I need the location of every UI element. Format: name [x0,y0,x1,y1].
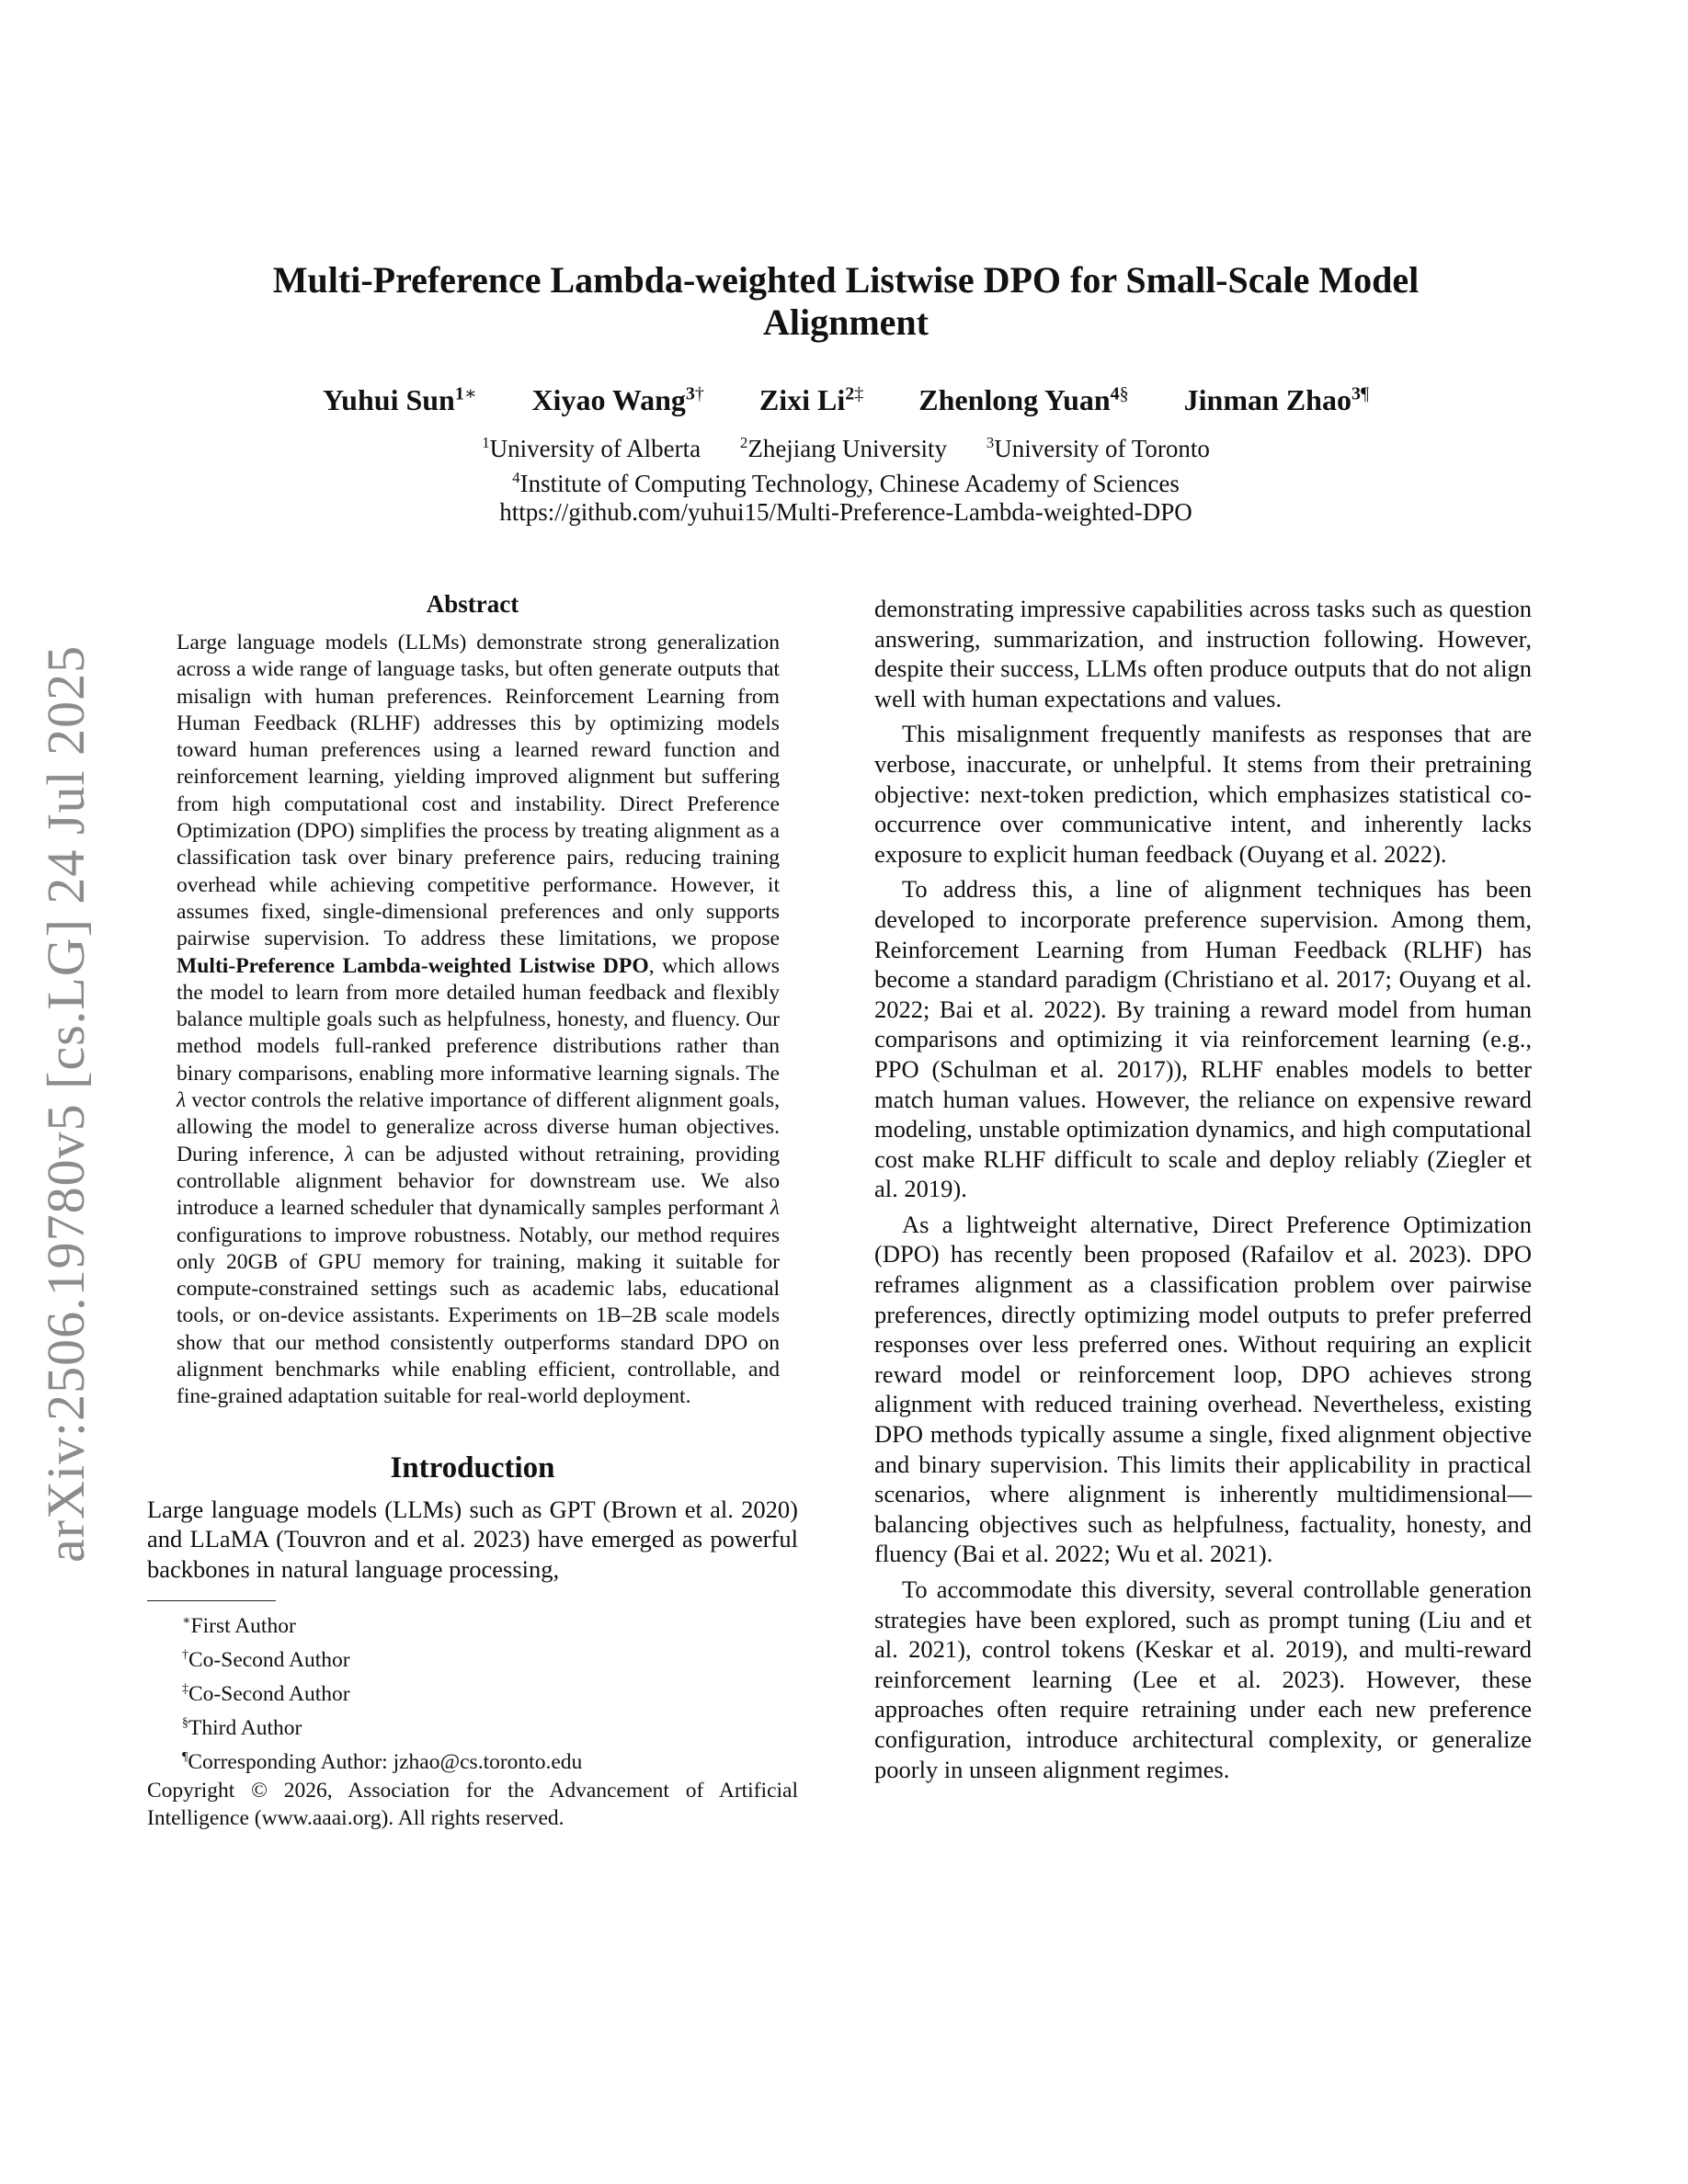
footnote [182,1709,798,1743]
body-paragraph: To accommodate this diversity, several controllable generation strategies have been explored, such as prompt tuning (Liu and et al. 2021), control tokens (Keskar et al. 2019), and multi-reward reinforcement learning (Lee et al. 2023). However, these approaches often require retraining under each new preference configuration, introduce architectural complexity, or generalize poorly in unseen alignment regimes. [874,1575,1532,1783]
abstract-part: , which allows the model to learn from more detailed human feedback and flexibly balance multiple goals such as helpfulness, honesty, and fluency. Our method models full-ranked preference distributions rather than binary comparisons, enabling more informative learning signals. The [177,953,780,1086]
author-name: Yuhui Sun [323,382,455,416]
affil-number: 2 [845,383,855,404]
affiliation-line-2 [184,463,1508,498]
footnote-mark: § [182,1715,188,1730]
affil-text: University of Toronto [994,435,1210,462]
right-column [874,594,1532,1790]
body-paragraph: This misalignment frequently manifests as responses that are verbose, inaccurate, or unhelpful. It stems from their pretraining objective: next-token prediction, which emphasizes statistical co-occurrence over communicative intent, and inherently lacks exposure to explicit human feedback (Ouyang et al. 2022). [874,720,1532,868]
author [1184,383,1369,416]
footnote-mark: § [1119,383,1129,404]
affil-number: 1 [454,383,464,404]
footnote-mark: ∗ [463,383,477,404]
author [323,383,476,416]
footnote-text: Corresponding Author: jzhao@cs.toronto.edu [188,1749,583,1774]
abstract-part: Large language models (LLMs) demonstrate strong generalization across a wide range of language tasks, but often generate outputs that misalign with human preferences. Reinforcement Learning from Human Feedback (RLHF) addresses this by optimizing models toward human preferences using a learned reward function and reinforcement learning, yielding improved alignment but suffering from high computational cost and instability. Direct Preference Optimization (DPO) simplifies the process by treating alignment as a classification task over binary preference pairs, reducing training overhead while achieving competitive performance. However, it assumes fixed, single-dimensional preferences and only supports pairwise supervision. To address these limitations, we propose [177,631,780,951]
lambda-symbol: λ [770,1196,780,1221]
abstract-text [177,630,780,1411]
left-column [147,590,798,1832]
footnote-text: Co-Second Author [188,1648,350,1673]
body-paragraph: demonstrating impressive capabilities across tasks such as question answering, summarization, and instruction following. However, despite their success, LLMs often produce outputs that do not align well with human expectations and values. [874,595,1532,712]
footnote-text: Co-Second Author [188,1681,350,1706]
affiliation-line-1 [184,428,1508,463]
footnote [182,1607,798,1641]
title-line-1: Multi-Preference Lambda-weighted Listwise DPO for Small-Scale Model [272,259,1420,301]
affil-number: 3 [1351,383,1361,404]
arxiv-watermark: arXiv:2506.19780v5 [cs.LG] 24 Jul 2025 [36,644,96,1563]
title-line-2: Alignment [763,301,929,343]
copyright-notice: Copyright © 2026, Association for the Advancement of Artificial Intelligence (www.aaai.org). All rights reserved. [147,1778,798,1830]
intro-paragraph: Large language models (LLMs) such as GPT (Brown et al. 2020) and LLaMA (Touvron and et al. 2023) have emerged as powerful backbones in natural language processing, [147,1495,798,1583]
abstract-part: vector controls the relative importance of different alignment goals, allowing the model to generalize across diverse human objectives. During inference, [177,1088,780,1166]
affiliation [482,435,701,462]
author-marks [1111,383,1129,404]
author-marks [845,383,863,404]
affil-number: 2 [739,434,748,451]
affil-number: 3 [685,383,695,404]
author-name: Jinman Zhao [1183,382,1352,416]
method-name: Multi-Preference Lambda-weighted Listwise DPO [177,953,649,978]
affil-number: 3 [986,434,995,451]
footnote-mark: † [182,1648,188,1663]
introduction-heading: Introduction [390,1450,555,1484]
footnote [182,1743,798,1777]
footnote-mark: † [694,383,704,404]
abstract-part: can be adjusted without retraining, providing controllable alignment behavior for downstream use. We also introduce a learned scheduler that dynamically samples performant [177,1142,780,1221]
author [759,383,863,416]
body-paragraph: As a lightweight alternative, Direct Preference Optimization (DPO) has recently been proposed (Rafailov et al. 2023). DPO reframes alignment as a classification problem over pairwise preferences, directly optimizing model outputs to prefer preferred responses over less preferred ones. Without requiring an explicit reward model or reinforcement loop, DPO achieves strong alignment with reduced training overhead. Nevertheless, existing DPO methods typically assume a single, fixed alignment objective and binary supervision. This limits their applicability in practical scenarios, where alignment is inherently multidimensional—balancing objectives such as helpfulness, factuality, honesty, and fluency (Bai et al. 2022; Wu et al. 2021). [874,1210,1532,1568]
affiliations [184,428,1508,527]
affil-number: 1 [482,434,490,451]
author [918,383,1128,416]
author-name: Xiyao Wang [531,382,686,416]
footnote-rule [147,1600,276,1601]
affil-text: Zhejiang University [747,435,948,462]
affiliation [987,435,1210,462]
lambda-symbol: λ [177,1088,187,1113]
author [531,383,703,416]
body-paragraph: To address this, a line of alignment techniques has been developed to incorporate preference supervision. Among them, Reinforcement Learning from Human Feedback (RLHF) has become a standard paradigm (Christiano et al. 2017; Ouyang et al. 2022; Bai et al. 2022). By training a reward model from human comparisons and optimizing it via reinforcement learning (e.g., PPO (Schulman et al. 2017)), RLHF enables models to better match human values. However, the reliance on expensive reward modeling, unstable optimization dynamics, and high computational cost make RLHF difficult to scale and deploy reliably (Ziegler et al. 2019). [874,875,1532,1203]
repo-url[interactable]: https://github.com/yuhui15/Multi-Preference-Lambda-weighted-DPO [499,498,1192,526]
footnote-text: First Author [190,1614,296,1639]
author-name: Zhenlong Yuan [918,382,1111,416]
footnote [182,1641,798,1675]
author-marks [455,383,477,404]
abstract-part: configurations to improve robustness. Notably, our method requires only 20GB of GPU memory for training, making it suitable for compute-constrained settings such as academic labs, educational tools, or on-device assistants. Experiments on 1B–2B scale models show that our method consistently outperforms standard DPO on alignment benchmarks while enabling efficient, controllable, and fine-grained adaptation suitable for real-world deployment. [177,1223,780,1409]
affil-text: Institute of Computing Technology, Chinese Academy of Sciences [519,470,1180,497]
footnote-mark: ¶ [1360,383,1369,404]
affil-number: 4 [1110,383,1120,404]
affil-number: 4 [512,469,520,486]
footnote-mark: ∗ [182,1614,191,1629]
author-marks [686,383,704,404]
affiliation [740,435,947,462]
footnote-mark: ¶ [182,1749,188,1764]
footnote [182,1675,798,1709]
affil-text: University of Alberta [489,435,701,462]
footnote-text: Third Author [188,1715,302,1740]
footnote-mark: ‡ [854,383,864,404]
paper-title [184,259,1508,344]
footnote-mark: ‡ [182,1682,188,1697]
abstract-heading: Abstract [426,590,519,618]
author-marks [1352,383,1369,404]
author-name: Zixi Li [758,382,846,416]
author-list [184,381,1508,417]
lambda-symbol: λ [345,1142,355,1166]
